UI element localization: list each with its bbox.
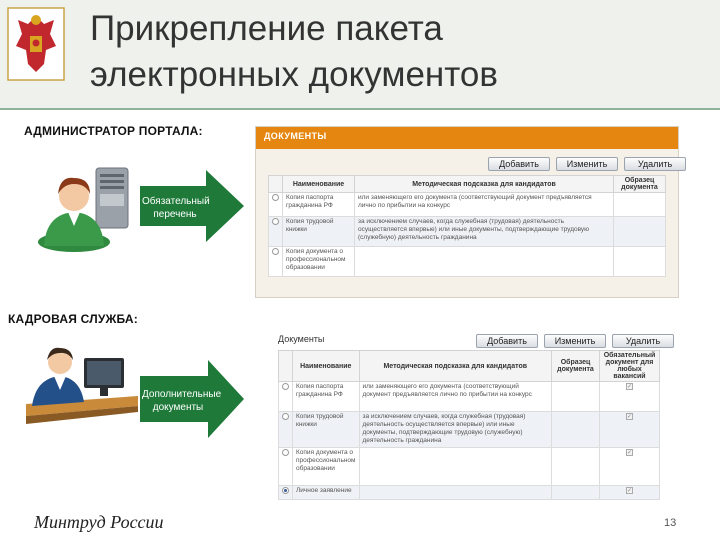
table-row[interactable] xyxy=(279,382,660,412)
col-guide-header: Методическая подсказка для кандидатов xyxy=(355,176,614,193)
admin-person-icon xyxy=(34,160,140,252)
row-name: Копия документа о профессиональном образовании xyxy=(283,247,355,277)
row-name: Личное заявление xyxy=(293,486,360,500)
table-row[interactable] xyxy=(269,247,666,277)
page-number: 13 xyxy=(664,517,677,529)
edit-button[interactable]: Изменить xyxy=(544,334,606,348)
col-name-header: Наименование xyxy=(293,351,360,382)
arrow2-line2: документы xyxy=(152,402,204,413)
coat-of-arms-icon xyxy=(6,6,66,82)
title-line-2: электронных документов xyxy=(90,55,498,94)
table-row[interactable] xyxy=(269,217,666,247)
delete-button[interactable]: Удалить xyxy=(624,157,686,171)
col-required-header: Обязательный документ для любых вакансий xyxy=(600,351,660,382)
slide-header xyxy=(0,0,720,110)
table-row[interactable] xyxy=(279,448,660,486)
documents-panel-hr xyxy=(272,330,664,498)
required-checkbox[interactable]: ✓ xyxy=(627,384,633,390)
edit-button[interactable]: Изменить xyxy=(556,157,618,171)
table-row[interactable] xyxy=(269,193,666,217)
col-guide-header: Методическая подсказка для кандидатов xyxy=(359,351,551,382)
select-col-header xyxy=(269,176,283,193)
row-radio[interactable] xyxy=(282,383,289,390)
row-guide xyxy=(359,448,551,486)
required-checkbox[interactable]: ✓ xyxy=(627,488,633,494)
row-radio[interactable] xyxy=(272,194,279,201)
row-name: Копия паспорта гражданина РФ xyxy=(293,382,360,412)
row-name: Копия документа о профессиональном образовании xyxy=(293,448,360,486)
row-guide xyxy=(355,247,614,277)
table-header-row xyxy=(279,351,660,382)
hr-person-icon xyxy=(22,340,142,430)
row-name: Копия трудовой книжки xyxy=(293,412,360,448)
row-name: Копия паспорта гражданина РФ xyxy=(283,193,355,217)
arrow-mandatory-text xyxy=(142,195,208,221)
row-guide: или заменяющего его документа (соответствующий документ предъявляется лично по прибытии на конкурс xyxy=(355,193,614,217)
row-name: Копия трудовой книжки xyxy=(283,217,355,247)
title-line-1: Прикрепление пакета xyxy=(90,9,443,48)
table-row[interactable] xyxy=(279,412,660,448)
arrow1-line1: Обязательный xyxy=(142,196,210,207)
org-name: Минтруд России xyxy=(34,512,164,532)
col-sample-header: Образец документа xyxy=(614,176,666,193)
row-radio[interactable] xyxy=(282,449,289,456)
panel-header: ДОКУМЕНТЫ xyxy=(256,127,678,149)
required-checkbox[interactable]: ✓ xyxy=(627,450,633,456)
row-radio[interactable] xyxy=(282,413,289,420)
panel1-toolbar xyxy=(488,157,686,171)
section-hr-label: КАДРОВАЯ СЛУЖБА: xyxy=(8,312,138,326)
add-button[interactable]: Добавить xyxy=(476,334,538,348)
row-guide xyxy=(359,486,551,500)
documents-table xyxy=(278,350,660,500)
arrow2-line1: Дополнительные xyxy=(142,389,222,400)
row-radio-selected[interactable] xyxy=(282,487,289,494)
col-name-header: Наименование xyxy=(283,176,355,193)
panel2-toolbar xyxy=(476,334,674,348)
documents-table xyxy=(268,175,666,277)
row-radio[interactable] xyxy=(272,248,279,255)
arrow-additional-text xyxy=(142,388,222,414)
section-admin-label: АДМИНИСТРАТОР ПОРТАЛА: xyxy=(24,124,203,138)
page-title xyxy=(90,6,498,98)
table-header-row xyxy=(269,176,666,193)
add-button[interactable]: Добавить xyxy=(488,157,550,171)
documents-panel-admin xyxy=(255,126,679,298)
arrow1-line2: перечень xyxy=(153,209,197,220)
row-radio[interactable] xyxy=(272,218,279,225)
required-checkbox[interactable]: ✓ xyxy=(627,414,633,420)
row-guide: за исключением случаев, когда служебная (трудовая) деятельность осуществляется впервые) или иные документы, подтверждающие трудовую (служебную) деятельность гражданина xyxy=(355,217,614,247)
panel2-title: Документы xyxy=(278,334,325,344)
row-guide: или заменяющего его документа (соответствующий документ предъявляется лично по прибытии на конкурс xyxy=(359,382,551,412)
col-sample-header: Образец документа xyxy=(552,351,600,382)
delete-button[interactable]: Удалить xyxy=(612,334,674,348)
table-row[interactable] xyxy=(279,486,660,500)
row-guide: за исключением случаев, когда служебная (трудовая) деятельность осуществляется впервые) или иные документы, подтверждающие трудовую (служебную) деятельность гражданина xyxy=(359,412,551,448)
